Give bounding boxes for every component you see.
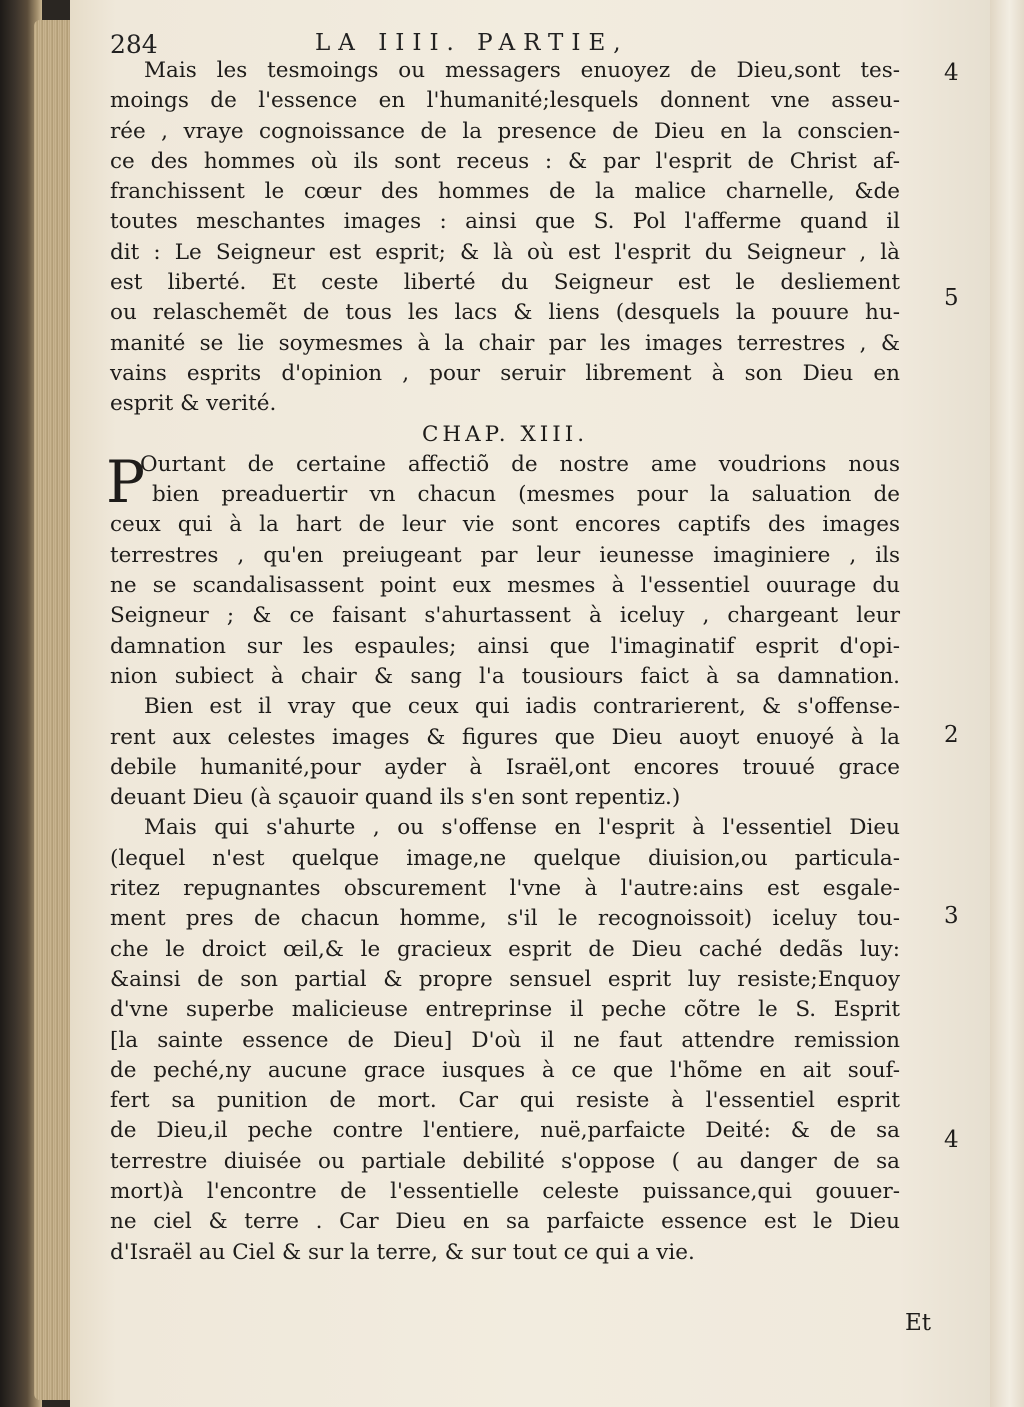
text-line: d'Israël au Ciel & sur la terre, & sur tout ce qui a vie. [110, 1239, 695, 1265]
text-line: Ourtant de certaine affectiõ de nostre ame voudrions nous [140, 451, 900, 477]
margin-number: 4 [944, 1127, 959, 1153]
text-line: dit : Le Seigneur est esprit; & là où est l'esprit du Seigneur , là [110, 239, 900, 265]
text-line: d'vne superbe malicieuse entreprinse il peche cõtre le S. Esprit [110, 997, 900, 1023]
facing-page-edge [988, 0, 1024, 1407]
chapter-heading: CHAP. XIII. [421, 421, 589, 447]
text-line: franchissent le cœur des hommes de la malice charnelle, &de [110, 179, 900, 205]
text-line: manité se lie soymesmes à la chair par les images terrestres , & [110, 330, 900, 356]
text-line: che le droict œil,& le gracieux esprit de Dieu caché dedãs luy: [110, 936, 900, 962]
main-text [106, 56, 900, 1268]
text-line: ceux qui à la hart de leur vie sont encores captifs des images [110, 512, 900, 538]
text-line: esprit & verité. [110, 391, 277, 417]
margin-number: 5 [944, 285, 959, 311]
text-line: terrestre diuisée ou partiale debilité s'oppose ( au danger de sa [110, 1148, 900, 1174]
text-line: damnation sur les espaules; ainsi que l'imaginatif esprit d'opi- [110, 633, 900, 659]
page-number: 284 [110, 30, 158, 59]
text-line: fert sa punition de mort. Car qui resiste à l'essentiel esprit [110, 1088, 900, 1114]
text-line: est liberté. Et ceste liberté du Seigneur est le desliement [110, 270, 900, 296]
text-line: bien preaduertir vn chacun (mesmes pour la saluation de [152, 482, 900, 508]
text-line: ritez repugnantes obscurement l'vne à l'autre:ains est esgale- [110, 876, 900, 902]
text-line: Seigneur ; & ce faisant s'ahurtassent à iceluy , chargeant leur [110, 603, 900, 629]
text-line: rent aux celestes images & figures que Dieu auoyt enuoyé à la [110, 724, 900, 750]
text-line: Bien est il vray que ceux qui iadis contrarierent, & s'offense- [144, 694, 900, 720]
text-line: toutes meschantes images : ainsi que S. Pol l'afferme quand il [110, 209, 900, 235]
running-head: LA IIII. PARTIE, [315, 30, 629, 56]
text-line: ce des hommes où ils sont receus : & par l'esprit de Christ af- [110, 148, 900, 174]
text-line: ne ciel & terre . Car Dieu en sa parfaicte essence est le Dieu [110, 1209, 900, 1235]
text-line: Mais qui s'ahurte , ou s'offense en l'esprit à l'essentiel Dieu [144, 815, 900, 841]
drop-cap: P [106, 447, 146, 516]
chapter-opening [106, 447, 900, 692]
margin-number: 4 [944, 60, 959, 86]
text-line: de Dieu,il peche contre l'entiere, nuë,parfaicte Deité: & de sa [110, 1118, 900, 1144]
text-line: terrestres , qu'en preiugeant par leur ieunesse imaginiere , ils [110, 542, 900, 568]
text-line: (lequel n'est quelque image,ne quelque diuision,ou particula- [110, 845, 900, 871]
text-line: ne se scandalisassent point eux mesmes à l'essentiel ouurage du [110, 573, 900, 599]
text-line: de peché,ny aucune grace iusques à ce que l'hõme en ait souf- [110, 1057, 900, 1083]
margin-number: 2 [944, 722, 959, 748]
text-line: rée , vraye cognoissance de la presence de Dieu en la conscien- [110, 118, 900, 144]
text-line: vains esprits d'opinion , pour seruir librement à son Dieu en [110, 360, 900, 386]
text-line: deuant Dieu (à sçauoir quand ils s'en sont repentiz.) [110, 785, 681, 811]
margin-number: 3 [944, 903, 959, 929]
text-line: moings de l'essence en l'humanité;lesquels donnent vne asseu- [110, 88, 900, 114]
text-line: mort)à l'encontre de l'essentielle celeste puissance,qui gouuer- [110, 1178, 900, 1204]
text-line: nion subiect à chair & sang l'a tousiours faict à sa damnation. [110, 663, 900, 689]
text-line: [la sainte essence de Dieu] D'où il ne faut attendre remission [110, 1027, 900, 1053]
text-line: debile humanité,pour ayder à Israël,ont encores trouué grace [110, 754, 900, 780]
text-line: ou relaschemẽt de tous les lacs & liens (desquels la pouure hu- [110, 300, 900, 326]
text-line: Mais les tesmoings ou messagers enuoyez de Dieu,sont tes- [144, 58, 900, 83]
page-stack-edge [34, 20, 74, 1400]
catchword: Et [905, 1310, 932, 1336]
text-line: &ainsi de son partial & propre sensuel esprit luy resiste;Enquoy [110, 966, 900, 992]
text-line: ment pres de chacun homme, s'il le recognoissoit) iceluy tou- [110, 906, 900, 932]
